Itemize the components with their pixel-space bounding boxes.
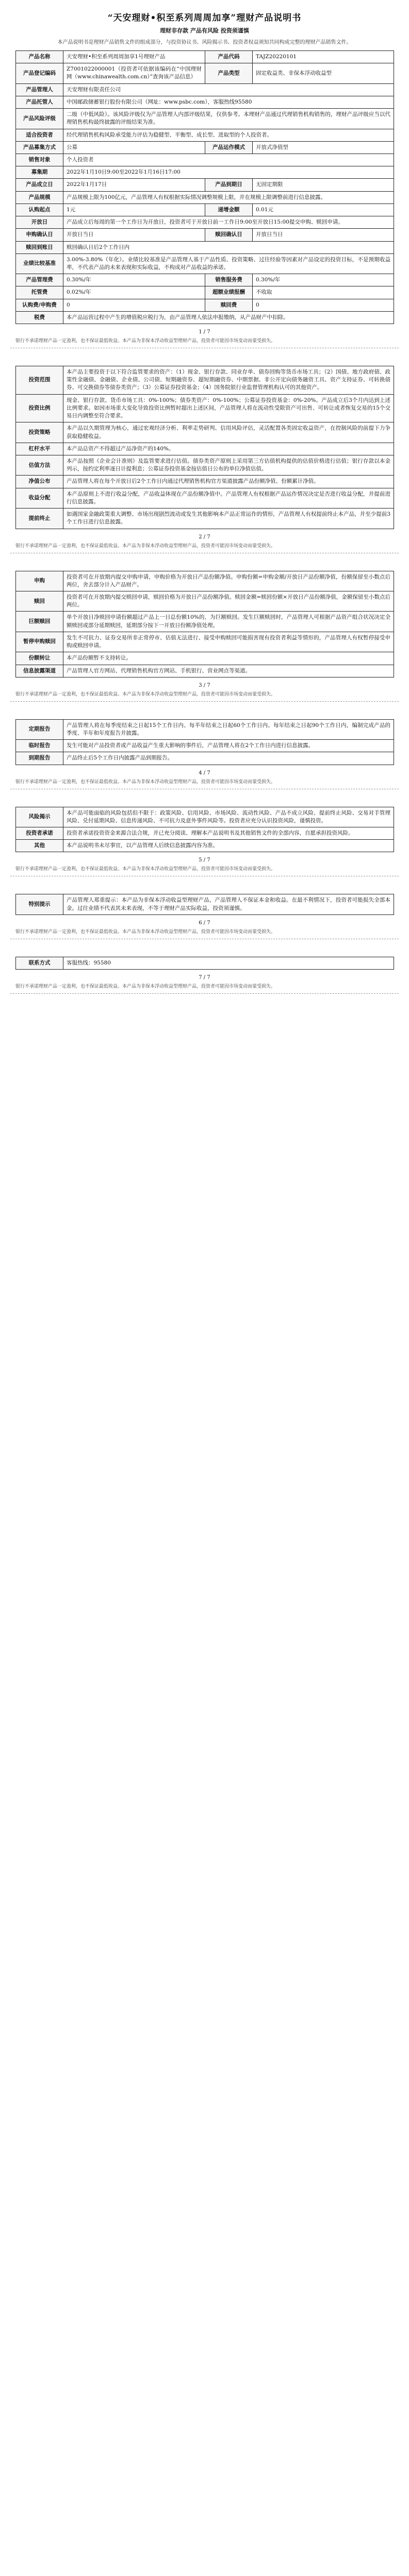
field-value: 产品成立后每周的第一个工作日为开放日，投资者可于开放日前一工作日9:00至开放日15:00提交申购、赎回申请。 [63,216,394,229]
table-row [16,455,394,476]
table-row [16,652,394,665]
field-label: 产品登记编码 [16,63,63,83]
field-label: 净值公布 [16,476,63,488]
field-value: 2022年1月10日9:00至2022年1月16日17:00 [63,166,394,179]
field-value: 不收取 [253,286,394,299]
table-row [16,166,394,179]
page-separator [10,701,399,702]
field-value: 产品管理人郑重提示：本产品为非保本浮动收益型理财产品，产品管理人不保证本金和收益。在最不利情况下，投资者可能损失全部本金。过往业绩不代表其未来表现，不等于理财产品实际收益，投资须谨慎。 [63,894,394,914]
table-row [16,827,394,840]
table-row [16,191,394,204]
risk-footer: 银行不承诺理财产品一定盈利，也不保证最低收益。本产品为非保本浮动收益型理财产品，投资者可能因市场变动而蒙受损失。 [15,691,276,697]
field-value: 中国邮政储蓄银行股份有限公司（网址：www.psbc.com），客服热线95580 [63,96,394,108]
doc-note: 本产品说明书是理财产品销售文件的组成部分，与投资协议书、风险揭示书、投资者权益须知共同构成完整的理财产品销售文件。 [57,40,352,45]
field-value: TAJZ20220101 [253,51,394,63]
field-label: 销售服务费 [205,274,253,286]
page-block [0,719,409,789]
table-row [16,571,394,591]
field-value: 发生不可抗力、证券交易所非正常停市、估值无法进行、接受申购赎回可能损害现有投资者利益等情形的，产品管理人有权暂停接受申购或赎回申请。 [63,632,394,652]
table-row [16,894,394,914]
page-block [0,807,409,877]
field-label: 产品管理费 [16,274,63,286]
table-row [16,179,394,191]
info-table [15,957,394,970]
page-block [0,957,409,994]
field-value: 投资者可在开放期内提交申购申请，申购价格为开放日产品份额净值。申购份额=申购金额/开放日产品份额净值，份额保留至小数点后两位，舍去部分计入产品财产。 [63,571,394,591]
field-value: 本产品原则上不进行收益分配，产品收益体现在产品份额净值中。产品管理人有权根据产品运作情况决定是否进行收益分配，并提前进行信息披露。 [63,488,394,508]
field-label: 赎回到账日 [16,241,63,253]
field-label: 暂停申购赎回 [16,632,63,652]
field-value: 投资者可在开放期内提交赎回申请，赎回价格为开放日产品份额净值。赎回金额=赎回份额×开放日产品份额净值，金额保留至小数点后两位。 [63,591,394,611]
table-row [16,422,394,443]
field-label: 份额转让 [16,652,63,665]
field-label: 赎回 [16,591,63,611]
field-value: 开放式净值型 [253,141,394,154]
table-row [16,63,394,83]
field-label: 产品到期日 [205,179,253,191]
field-label: 超额业绩报酬 [205,286,253,299]
field-label: 到期报告 [16,752,63,765]
table-row [16,51,394,63]
page-number: 3 / 7 [199,682,210,688]
table-row [16,311,394,324]
table-row [16,241,394,253]
table-row [16,129,394,141]
field-label: 产品募集方式 [16,141,63,154]
risk-footer: 银行不承诺理财产品一定盈利，也不保证最低收益。本产品为非保本浮动收益型理财产品，投资者可能因市场变动而蒙受损失。 [15,338,276,344]
field-value: 单个开放日净赎回申请份额超过产品上一日总份额10%的，为巨额赎回。发生巨额赎回时，产品管理人可根据产品资产组合状况决定全额赎回或部分延期赎回，延期部分按下一开放日份额净值处理。 [63,612,394,632]
page-footer [0,534,409,553]
field-label: 杠杆水平 [16,443,63,455]
info-table [15,366,394,529]
table-row [16,141,394,154]
risk-footer: 银行不承诺理财产品一定盈利，也不保证最低收益。本产品为非保本浮动收益型理财产品，投资者可能因市场变动而蒙受损失。 [15,929,276,935]
field-value: 公募 [63,141,205,154]
page-number: 1 / 7 [199,329,210,335]
field-label: 产品规模 [16,191,63,204]
field-value: 开放日当日 [253,229,394,241]
table-row [16,752,394,765]
table-row [16,443,394,455]
field-label: 募集期 [16,166,63,179]
field-label: 产品运作模式 [205,141,253,154]
field-value: 个人投资者 [63,154,394,166]
field-value: 如遇国家金融政策重大调整、市场出现剧烈波动或发生其他影响本产品正常运作的情形，产品管理人有权提前终止本产品，并至少提前3个工作日进行信息披露。 [63,509,394,529]
field-value: 0.30%/年 [253,274,394,286]
risk-footer: 银行不承诺理财产品一定盈利，也不保证最低收益。本产品为非保本浮动收益型理财产品，投资者可能因市场变动而蒙受损失。 [15,543,276,549]
field-label: 递增金额 [205,204,253,216]
table-row [16,366,394,395]
field-value: 0 [253,299,394,311]
field-label: 产品风险评级 [16,109,63,129]
field-label: 开放日 [16,216,63,229]
table-row [16,96,394,108]
field-value: 开放日当日 [63,229,205,241]
field-value: 0.01元 [253,204,394,216]
risk-footer: 银行不承诺理财产品一定盈利，也不保证最低收益。本产品为非保本浮动收益型理财产品，投资者可能因市场变动而蒙受损失。 [15,867,276,872]
table-row [16,109,394,129]
field-value: 本产品按照《企业会计准则》及监管要求进行估值。债券类资产原则上采用第三方估值机构提供的估值价格进行估值；银行存款以本金列示，按约定利率逐日计提利息；公募证券投资基金按估值日公布的单位净值估值。 [63,455,394,476]
table-row [16,83,394,96]
field-value: 无固定期限 [253,179,394,191]
page-block [0,894,409,939]
field-label: 托管费 [16,286,63,299]
field-value: 现金、银行存款、货币市场工具：0%-100%；债券类资产：0%-100%；公募证券投资基金：0%-20%。产品成立后3个月内达到上述比例要求。如因市场重大变化导致投资比例暂时超出上述区间，产品管理人将在流动性受限资产可出售、可转让或者恢复交易的15个交易日内调整至符合要求。 [63,394,394,422]
field-label: 申购确认日 [16,229,63,241]
table-row [16,394,394,422]
field-label: 风险揭示 [16,807,63,827]
field-value: 投资者承诺投资资金来源合法合规，并已充分阅读、理解本产品说明书及其他销售文件的全部内容，自愿承担投资风险。 [63,827,394,840]
field-value: 客服热线：95580 [63,957,394,969]
field-value: 天安理财•积至系列周周加享1号理财产品 [63,51,205,63]
table-row [16,591,394,611]
document [0,10,409,994]
table-row [16,229,394,241]
page-footer [0,920,409,939]
page-footer [0,975,409,994]
field-label: 适合投资者 [16,129,63,141]
table-row [16,274,394,286]
field-label: 其他 [16,840,63,852]
field-value: 本产品运营过程中产生的增值税应税行为，由产品管理人依法申报缴纳，从产品财产中扣除。 [63,311,394,324]
field-value: 产品终止后5个工作日内披露产品到期报告。 [63,752,394,765]
field-value: 天安理财有限责任公司 [63,83,394,96]
page-number: 2 / 7 [199,534,210,540]
field-label: 联系方式 [16,957,63,969]
page-number: 4 / 7 [199,770,210,776]
info-table [15,571,394,677]
table-row [16,509,394,529]
table-row [16,957,394,969]
field-value: 0.02%/年 [63,286,205,299]
field-label: 特别提示 [16,894,63,914]
field-value: 二级（中低风险）。该风险评级仅为产品管理人内部评级结果，仅供参考。本理财产品通过代理销售机构销售的，理财产品评级应当以代理销售机构最终披露的评级结果为准。 [63,109,394,129]
table-row [16,299,394,311]
pages-container [0,50,409,994]
page-separator [10,993,399,994]
field-value: 经代理销售机构风险承受能力评估为稳健型、平衡型、成长型、进取型的个人投资者。 [63,129,394,141]
risk-footer: 银行不承诺理财产品一定盈利，也不保证最低收益。本产品为非保本浮动收益型理财产品，投资者可能因市场变动而蒙受损失。 [15,779,276,785]
field-value: 产品规模上限为100亿元，产品管理人有权根据实际情况调整规模上限，并在规模上限调整前进行信息披露。 [63,191,394,204]
table-row [16,840,394,852]
field-label: 税费 [16,311,63,324]
field-label: 业绩比较基准 [16,253,63,274]
field-label: 产品管理人 [16,83,63,96]
field-value: 本产品份额暂不支持转让。 [63,652,394,665]
field-value: 1元 [63,204,205,216]
table-row [16,286,394,299]
field-value: 本产品总资产不得超过产品净资产的140%。 [63,443,394,455]
doc-title: “天安理财•积至系列周周加享”理财产品说明书 [107,13,302,23]
field-label: 销售对象 [16,154,63,166]
field-value: 赎回确认日后2个工作日内 [63,241,394,253]
field-value: 本产品主要投资于以下符合监管要求的资产：（1）现金、银行存款、同业存单、债券回购等货币市场工具；（2）国债、地方政府债、政策性金融债、金融债、企业债、公司债、短期融资券、超短期融资券、中期票据、非公开定向债务融资工具、资产支持证券、可转换债券、可交换债券等债券类资产；（3）公募证券投资基金；（4）国务院银行业监督管理机构认可的其他资产。 [63,366,394,395]
page-block [0,50,409,348]
info-table [15,719,394,765]
field-label: 投资者承诺 [16,827,63,840]
field-label: 定期报告 [16,719,63,739]
field-value: 本产品可能面临的风险包括但不限于：政策风险、信用风险、市场风险、流动性风险、产品不成立风险、提前终止风险、交易对手管理风险、兑付延期风险、信息传递风险、不可抗力及意外事件风险等。投资者应充分认识投资风险，谨慎投资。 [63,807,394,827]
field-label: 投资范围 [16,366,63,395]
table-row [16,740,394,752]
page-number: 5 / 7 [199,857,210,863]
field-label: 产品代码 [205,51,253,63]
field-value: 本产品说明书未尽事宜，以产品管理人后续信息披露内容为准。 [63,840,394,852]
page-number: 6 / 7 [199,920,210,926]
field-value: 3.00%-3.80%（年化）。业绩比较基准是产品管理人基于产品性质、投资策略、过往经验等因素对产品设定的投资目标，不是预期收益率，不代表产品的未来表现和实际收益，不构成对产品收益的承诺。 [63,253,394,274]
info-table [15,894,394,914]
table-row [16,204,394,216]
table-row [16,216,394,229]
table-row [16,719,394,739]
field-label: 投资比例 [16,394,63,422]
field-label: 收益分配 [16,488,63,508]
page-block [0,571,409,702]
field-value: Z7001022000001（投资者可依据该编码在“中国理财网（www.chinawealth.com.cn）”查询该产品信息） [63,63,205,83]
field-label: 估值方法 [16,455,63,476]
field-label: 巨额赎回 [16,612,63,632]
field-label: 申购 [16,571,63,591]
field-label: 赎回费 [205,299,253,311]
field-label: 认购费/申购费 [16,299,63,311]
risk-footer: 银行不承诺理财产品一定盈利，也不保证最低收益。本产品为非保本浮动收益型理财产品，投资者可能因市场变动而蒙受损失。 [15,984,276,990]
field-label: 信息披露渠道 [16,665,63,677]
field-value: 产品管理人将在每季度结束之日起15个工作日内、每半年结束之日起60个工作日内、每年结束之日起90个工作日内，编制完成产品的季度、半年和年度报告并披露。 [63,719,394,739]
field-label: 临时报告 [16,740,63,752]
table-row [16,488,394,508]
doc-subtitle: 理财非存款 产品有风险 投资须谨慎 [160,27,249,34]
table-row [16,612,394,632]
field-value: 固定收益类、非保本浮动收益型 [253,63,394,83]
field-value: 2022年1月17日 [63,179,205,191]
field-label: 认购起点 [16,204,63,216]
table-row [16,807,394,827]
table-row [16,154,394,166]
field-value: 0.30%/年 [63,274,205,286]
field-label: 产品托管人 [16,96,63,108]
field-label: 投资策略 [16,422,63,443]
info-table [15,50,394,324]
field-value: 产品管理人将在每个开放日后2个工作日内通过代理销售机构官方渠道披露产品份额净值、份额累计净值。 [63,476,394,488]
field-value: 发生可能对产品投资者或产品收益产生重大影响的事件后，产品管理人将在2个工作日内进行信息披露。 [63,740,394,752]
field-value: 产品管理人官方网站、代理销售机构官方网站、手机银行、营业网点等渠道。 [63,665,394,677]
page-block [0,366,409,553]
table-row [16,253,394,274]
field-value: 本产品以久期管理为核心，通过宏观经济分析、利率走势研判、信用风险评估，灵活配置各类固定收益资产，在控制风险的前提下力争获取稳健收益。 [63,422,394,443]
table-row [16,476,394,488]
table-row [16,665,394,677]
page-footer [0,857,409,876]
field-label: 产品成立日 [16,179,63,191]
field-label: 提前终止 [16,509,63,529]
page-footer [0,770,409,789]
page-number: 7 / 7 [199,975,210,981]
field-label: 产品类型 [205,63,253,83]
field-label: 产品名称 [16,51,63,63]
field-value: 0 [63,299,205,311]
info-table [15,807,394,853]
page-footer [0,683,409,702]
table-row [16,632,394,652]
field-label: 赎回确认日 [205,229,253,241]
page-footer [0,329,409,348]
